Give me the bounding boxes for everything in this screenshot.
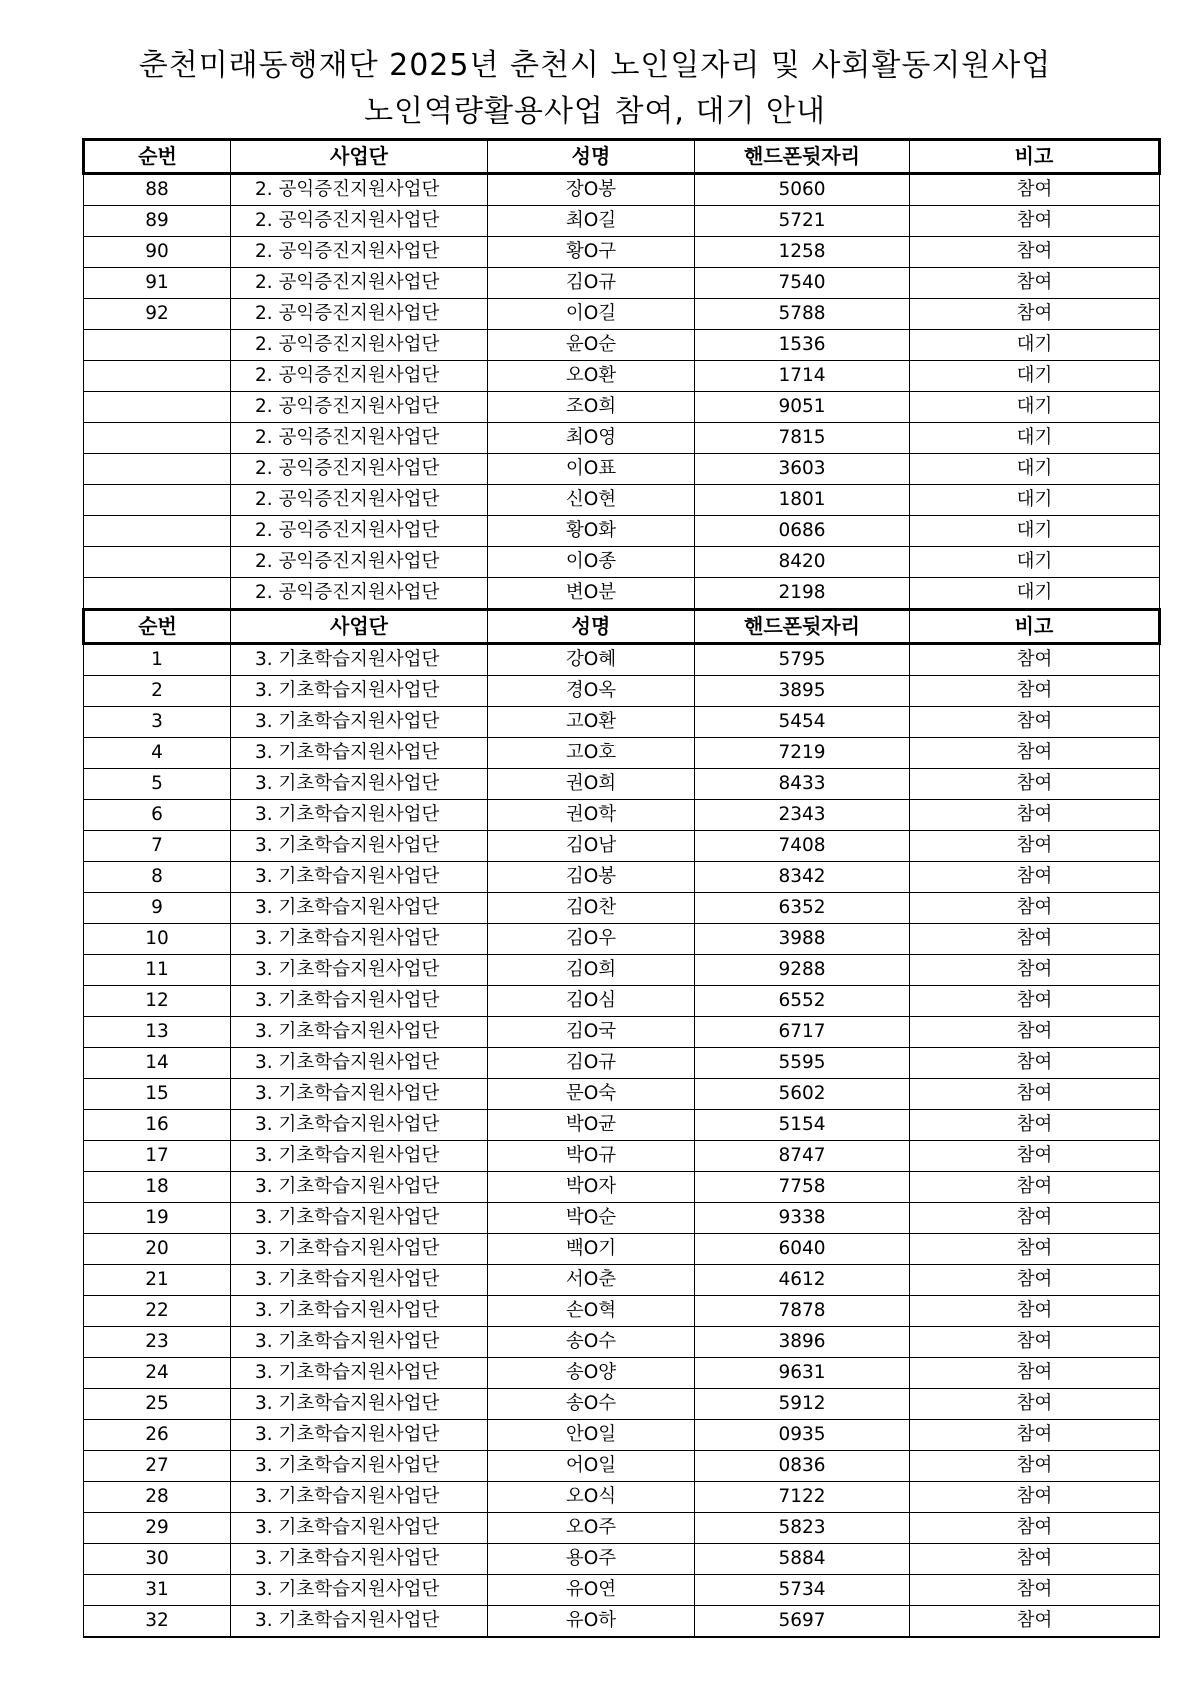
cell-name: 김O남 [488, 831, 695, 862]
cell-unit: 3. 기초학습지원사업단 [231, 1420, 488, 1451]
cell-phone: 3895 [695, 676, 910, 707]
cell-unit: 3. 기초학습지원사업단 [231, 1141, 488, 1172]
cell-note: 참여 [910, 800, 1160, 831]
table-row [84, 485, 1160, 516]
cell-note: 참여 [910, 1575, 1160, 1606]
cell-note: 참여 [910, 1017, 1160, 1048]
cell-phone: 7219 [695, 738, 910, 769]
cell-unit: 2. 공익증진지원사업단 [231, 206, 488, 237]
cell-note: 참여 [910, 1296, 1160, 1327]
cell-phone: 6352 [695, 893, 910, 924]
cell-note: 참여 [910, 299, 1160, 330]
cell-note: 참여 [910, 1079, 1160, 1110]
cell-phone: 8747 [695, 1141, 910, 1172]
cell-note: 참여 [910, 862, 1160, 893]
cell-unit: 3. 기초학습지원사업단 [231, 1017, 488, 1048]
table-row [84, 986, 1160, 1017]
cell-seq: 30 [84, 1544, 231, 1575]
cell-phone: 5795 [695, 644, 910, 676]
cell-phone: 7408 [695, 831, 910, 862]
cell-name: 용O주 [488, 1544, 695, 1575]
cell-note: 참여 [910, 1606, 1160, 1638]
cell-seq: 20 [84, 1234, 231, 1265]
cell-note: 참여 [910, 831, 1160, 862]
cell-seq: 27 [84, 1451, 231, 1482]
cell-phone: 9631 [695, 1358, 910, 1389]
cell-seq: 6 [84, 800, 231, 831]
cell-unit: 2. 공익증진지원사업단 [231, 237, 488, 268]
cell-seq: 16 [84, 1110, 231, 1141]
cell-note: 대기 [910, 578, 1160, 610]
column-header-col-note: 비고 [910, 610, 1160, 644]
cell-unit: 3. 기초학습지원사업단 [231, 955, 488, 986]
cell-seq: 11 [84, 955, 231, 986]
cell-seq: 22 [84, 1296, 231, 1327]
roster-body [84, 140, 1160, 1638]
table-row [84, 1482, 1160, 1513]
cell-name: 문O숙 [488, 1079, 695, 1110]
cell-seq: 88 [84, 174, 231, 206]
cell-note: 참여 [910, 1358, 1160, 1389]
cell-name: 황O화 [488, 516, 695, 547]
table-row [84, 1048, 1160, 1079]
cell-unit: 3. 기초학습지원사업단 [231, 800, 488, 831]
table-row [84, 707, 1160, 738]
cell-seq: 91 [84, 268, 231, 299]
cell-phone: 9288 [695, 955, 910, 986]
cell-seq: 28 [84, 1482, 231, 1513]
cell-phone: 3988 [695, 924, 910, 955]
roster-table [82, 138, 1161, 1638]
cell-name: 송O수 [488, 1389, 695, 1420]
column-header-col-phone: 핸드폰뒷자리 [695, 140, 910, 174]
cell-seq [84, 392, 231, 423]
cell-unit: 2. 공익증진지원사업단 [231, 268, 488, 299]
cell-seq: 89 [84, 206, 231, 237]
cell-phone: 0686 [695, 516, 910, 547]
cell-unit: 3. 기초학습지원사업단 [231, 1296, 488, 1327]
cell-name: 강O혜 [488, 644, 695, 676]
cell-name: 송O양 [488, 1358, 695, 1389]
table-row [84, 1203, 1160, 1234]
cell-unit: 2. 공익증진지원사업단 [231, 578, 488, 610]
table-row [84, 1606, 1160, 1638]
cell-name: 변O분 [488, 578, 695, 610]
cell-unit: 3. 기초학습지원사업단 [231, 831, 488, 862]
cell-name: 신O현 [488, 485, 695, 516]
table-row [84, 1234, 1160, 1265]
cell-seq: 90 [84, 237, 231, 268]
table-row [84, 1172, 1160, 1203]
cell-seq: 24 [84, 1358, 231, 1389]
table-row [84, 924, 1160, 955]
column-header-col-unit: 사업단 [231, 140, 488, 174]
table-row [84, 237, 1160, 268]
table-row [84, 361, 1160, 392]
table-row [84, 1544, 1160, 1575]
cell-note: 참여 [910, 1327, 1160, 1358]
table-row [84, 831, 1160, 862]
cell-unit: 3. 기초학습지원사업단 [231, 1048, 488, 1079]
cell-unit: 3. 기초학습지원사업단 [231, 1234, 488, 1265]
cell-note: 대기 [910, 516, 1160, 547]
cell-note: 참여 [910, 1048, 1160, 1079]
cell-phone: 7878 [695, 1296, 910, 1327]
cell-seq: 19 [84, 1203, 231, 1234]
cell-note: 참여 [910, 676, 1160, 707]
cell-seq: 29 [84, 1513, 231, 1544]
cell-name: 김O우 [488, 924, 695, 955]
table-row [84, 800, 1160, 831]
cell-note: 참여 [910, 924, 1160, 955]
cell-phone: 7122 [695, 1482, 910, 1513]
cell-note: 참여 [910, 738, 1160, 769]
column-header-col-note: 비고 [910, 140, 1160, 174]
cell-name: 오O식 [488, 1482, 695, 1513]
cell-seq: 32 [84, 1606, 231, 1638]
cell-note: 참여 [910, 893, 1160, 924]
cell-phone: 5595 [695, 1048, 910, 1079]
cell-note: 참여 [910, 1265, 1160, 1296]
cell-phone: 2343 [695, 800, 910, 831]
cell-note: 참여 [910, 237, 1160, 268]
cell-phone: 5788 [695, 299, 910, 330]
cell-name: 어O일 [488, 1451, 695, 1482]
cell-name: 황O구 [488, 237, 695, 268]
cell-name: 이O표 [488, 454, 695, 485]
cell-name: 박O균 [488, 1110, 695, 1141]
cell-seq [84, 423, 231, 454]
cell-phone: 5734 [695, 1575, 910, 1606]
cell-name: 박O규 [488, 1141, 695, 1172]
cell-seq [84, 454, 231, 485]
cell-phone: 5154 [695, 1110, 910, 1141]
cell-phone: 7540 [695, 268, 910, 299]
cell-name: 김O국 [488, 1017, 695, 1048]
table-row [84, 862, 1160, 893]
cell-seq: 31 [84, 1575, 231, 1606]
cell-name: 박O순 [488, 1203, 695, 1234]
cell-seq: 1 [84, 644, 231, 676]
column-header-col-name: 성명 [488, 140, 695, 174]
cell-note: 대기 [910, 423, 1160, 454]
cell-name: 안O일 [488, 1420, 695, 1451]
cell-unit: 3. 기초학습지원사업단 [231, 769, 488, 800]
table-row [84, 1141, 1160, 1172]
cell-unit: 2. 공익증진지원사업단 [231, 454, 488, 485]
table-row [84, 423, 1160, 454]
cell-name: 송O수 [488, 1327, 695, 1358]
cell-name: 백O기 [488, 1234, 695, 1265]
cell-phone: 3896 [695, 1327, 910, 1358]
cell-name: 고O환 [488, 707, 695, 738]
table-row [84, 1575, 1160, 1606]
table-row [84, 644, 1160, 676]
cell-unit: 3. 기초학습지원사업단 [231, 1544, 488, 1575]
cell-seq: 25 [84, 1389, 231, 1420]
cell-phone: 6717 [695, 1017, 910, 1048]
cell-unit: 2. 공익증진지원사업단 [231, 174, 488, 206]
cell-unit: 2. 공익증진지원사업단 [231, 361, 488, 392]
table-header-row [84, 140, 1160, 174]
cell-phone: 4612 [695, 1265, 910, 1296]
cell-name: 김O규 [488, 1048, 695, 1079]
cell-unit: 3. 기초학습지원사업단 [231, 1513, 488, 1544]
cell-note: 참여 [910, 1172, 1160, 1203]
cell-unit: 3. 기초학습지원사업단 [231, 986, 488, 1017]
cell-unit: 2. 공익증진지원사업단 [231, 516, 488, 547]
table-row [84, 516, 1160, 547]
cell-unit: 2. 공익증진지원사업단 [231, 423, 488, 454]
cell-phone: 5602 [695, 1079, 910, 1110]
cell-phone: 3603 [695, 454, 910, 485]
cell-note: 참여 [910, 769, 1160, 800]
cell-unit: 2. 공익증진지원사업단 [231, 392, 488, 423]
cell-phone: 5697 [695, 1606, 910, 1638]
cell-note: 참여 [910, 1389, 1160, 1420]
table-row [84, 1451, 1160, 1482]
cell-unit: 2. 공익증진지원사업단 [231, 330, 488, 361]
cell-unit: 3. 기초학습지원사업단 [231, 1358, 488, 1389]
cell-seq: 5 [84, 769, 231, 800]
table-row [84, 1420, 1160, 1451]
cell-phone: 5060 [695, 174, 910, 206]
cell-seq: 10 [84, 924, 231, 955]
cell-note: 참여 [910, 644, 1160, 676]
table-row [84, 454, 1160, 485]
cell-seq: 17 [84, 1141, 231, 1172]
table-row [84, 676, 1160, 707]
table-row [84, 738, 1160, 769]
cell-seq [84, 485, 231, 516]
cell-name: 유O연 [488, 1575, 695, 1606]
column-header-col-seq: 순번 [84, 610, 231, 644]
table-row [84, 1110, 1160, 1141]
table-row [84, 1265, 1160, 1296]
cell-seq: 26 [84, 1420, 231, 1451]
table-row [84, 1327, 1160, 1358]
cell-note: 참여 [910, 1110, 1160, 1141]
cell-name: 이O종 [488, 547, 695, 578]
cell-seq: 9 [84, 893, 231, 924]
cell-phone: 8342 [695, 862, 910, 893]
cell-unit: 3. 기초학습지원사업단 [231, 1079, 488, 1110]
cell-unit: 3. 기초학습지원사업단 [231, 1389, 488, 1420]
cell-unit: 3. 기초학습지원사업단 [231, 1606, 488, 1638]
cell-unit: 3. 기초학습지원사업단 [231, 1110, 488, 1141]
cell-name: 서O춘 [488, 1265, 695, 1296]
table-row [84, 392, 1160, 423]
table-row [84, 1296, 1160, 1327]
cell-unit: 3. 기초학습지원사업단 [231, 1451, 488, 1482]
cell-unit: 3. 기초학습지원사업단 [231, 1172, 488, 1203]
cell-phone: 5823 [695, 1513, 910, 1544]
cell-note: 참여 [910, 268, 1160, 299]
cell-note: 참여 [910, 1513, 1160, 1544]
cell-unit: 3. 기초학습지원사업단 [231, 676, 488, 707]
cell-phone: 5884 [695, 1544, 910, 1575]
page-subtitle: 노인역량활용사업 참여, 대기 안내 [364, 94, 826, 129]
cell-note: 대기 [910, 361, 1160, 392]
cell-seq: 7 [84, 831, 231, 862]
cell-name: 오O환 [488, 361, 695, 392]
cell-note: 참여 [910, 707, 1160, 738]
cell-seq: 23 [84, 1327, 231, 1358]
cell-unit: 3. 기초학습지원사업단 [231, 1203, 488, 1234]
cell-name: 권O학 [488, 800, 695, 831]
table-row [84, 547, 1160, 578]
cell-name: 김O봉 [488, 862, 695, 893]
cell-seq [84, 330, 231, 361]
column-header-col-name: 성명 [488, 610, 695, 644]
cell-seq: 8 [84, 862, 231, 893]
cell-unit: 2. 공익증진지원사업단 [231, 485, 488, 516]
cell-seq [84, 361, 231, 392]
table-row [84, 769, 1160, 800]
cell-phone: 7758 [695, 1172, 910, 1203]
cell-unit: 3. 기초학습지원사업단 [231, 738, 488, 769]
cell-seq: 18 [84, 1172, 231, 1203]
cell-name: 김O심 [488, 986, 695, 1017]
cell-note: 참여 [910, 1451, 1160, 1482]
cell-unit: 2. 공익증진지원사업단 [231, 547, 488, 578]
cell-note: 참여 [910, 1203, 1160, 1234]
cell-note: 대기 [910, 485, 1160, 516]
cell-unit: 3. 기초학습지원사업단 [231, 1327, 488, 1358]
cell-unit: 3. 기초학습지원사업단 [231, 862, 488, 893]
cell-name: 장O봉 [488, 174, 695, 206]
cell-phone: 0836 [695, 1451, 910, 1482]
table-header-row [84, 610, 1160, 644]
cell-phone: 5454 [695, 707, 910, 738]
cell-phone: 1258 [695, 237, 910, 268]
cell-name: 김O찬 [488, 893, 695, 924]
cell-note: 참여 [910, 986, 1160, 1017]
cell-note: 참여 [910, 174, 1160, 206]
cell-phone: 1801 [695, 485, 910, 516]
table-row [84, 330, 1160, 361]
cell-unit: 3. 기초학습지원사업단 [231, 924, 488, 955]
cell-unit: 3. 기초학습지원사업단 [231, 893, 488, 924]
cell-phone: 7815 [695, 423, 910, 454]
cell-note: 참여 [910, 1482, 1160, 1513]
cell-phone: 1714 [695, 361, 910, 392]
cell-phone: 0935 [695, 1420, 910, 1451]
cell-seq: 13 [84, 1017, 231, 1048]
cell-seq [84, 547, 231, 578]
cell-note: 참여 [910, 1544, 1160, 1575]
table-row [84, 1389, 1160, 1420]
cell-seq: 2 [84, 676, 231, 707]
cell-seq: 14 [84, 1048, 231, 1079]
cell-seq: 3 [84, 707, 231, 738]
cell-name: 최O영 [488, 423, 695, 454]
cell-unit: 2. 공익증진지원사업단 [231, 299, 488, 330]
page-title: 춘천미래동행재단 2025년 춘천시 노인일자리 및 사회활동지원사업 [138, 48, 1052, 83]
cell-phone: 9051 [695, 392, 910, 423]
cell-note: 대기 [910, 330, 1160, 361]
cell-unit: 3. 기초학습지원사업단 [231, 1482, 488, 1513]
cell-phone: 5721 [695, 206, 910, 237]
table-row [84, 174, 1160, 206]
column-header-col-phone: 핸드폰뒷자리 [695, 610, 910, 644]
table-row [84, 1358, 1160, 1389]
cell-seq: 92 [84, 299, 231, 330]
cell-seq [84, 578, 231, 610]
table-row [84, 206, 1160, 237]
cell-name: 고O호 [488, 738, 695, 769]
cell-seq: 12 [84, 986, 231, 1017]
cell-name: 조O희 [488, 392, 695, 423]
cell-name: 권O희 [488, 769, 695, 800]
column-header-col-seq: 순번 [84, 140, 231, 174]
cell-phone: 2198 [695, 578, 910, 610]
cell-note: 대기 [910, 547, 1160, 578]
cell-phone: 6552 [695, 986, 910, 1017]
table-row [84, 1513, 1160, 1544]
cell-seq: 15 [84, 1079, 231, 1110]
cell-note: 대기 [910, 392, 1160, 423]
cell-phone: 8433 [695, 769, 910, 800]
column-header-col-unit: 사업단 [231, 610, 488, 644]
table-row [84, 1017, 1160, 1048]
cell-seq: 21 [84, 1265, 231, 1296]
cell-note: 대기 [910, 454, 1160, 485]
table-row [84, 955, 1160, 986]
cell-name: 경O옥 [488, 676, 695, 707]
cell-name: 김O희 [488, 955, 695, 986]
cell-phone: 6040 [695, 1234, 910, 1265]
cell-unit: 3. 기초학습지원사업단 [231, 1575, 488, 1606]
cell-phone: 9338 [695, 1203, 910, 1234]
cell-phone: 5912 [695, 1389, 910, 1420]
cell-note: 참여 [910, 1420, 1160, 1451]
cell-name: 김O규 [488, 268, 695, 299]
cell-unit: 3. 기초학습지원사업단 [231, 644, 488, 676]
table-row [84, 268, 1160, 299]
cell-note: 참여 [910, 206, 1160, 237]
table-row [84, 1079, 1160, 1110]
cell-phone: 8420 [695, 547, 910, 578]
cell-seq: 4 [84, 738, 231, 769]
cell-note: 참여 [910, 1141, 1160, 1172]
cell-name: 오O주 [488, 1513, 695, 1544]
cell-seq [84, 516, 231, 547]
cell-name: 이O길 [488, 299, 695, 330]
cell-phone: 1536 [695, 330, 910, 361]
cell-name: 박O자 [488, 1172, 695, 1203]
cell-name: 최O길 [488, 206, 695, 237]
table-row [84, 299, 1160, 330]
cell-name: 유O하 [488, 1606, 695, 1638]
cell-unit: 3. 기초학습지원사업단 [231, 707, 488, 738]
table-row [84, 578, 1160, 610]
cell-note: 참여 [910, 1234, 1160, 1265]
cell-name: 손O혁 [488, 1296, 695, 1327]
cell-name: 윤O순 [488, 330, 695, 361]
table-row [84, 893, 1160, 924]
cell-unit: 3. 기초학습지원사업단 [231, 1265, 488, 1296]
cell-note: 참여 [910, 955, 1160, 986]
